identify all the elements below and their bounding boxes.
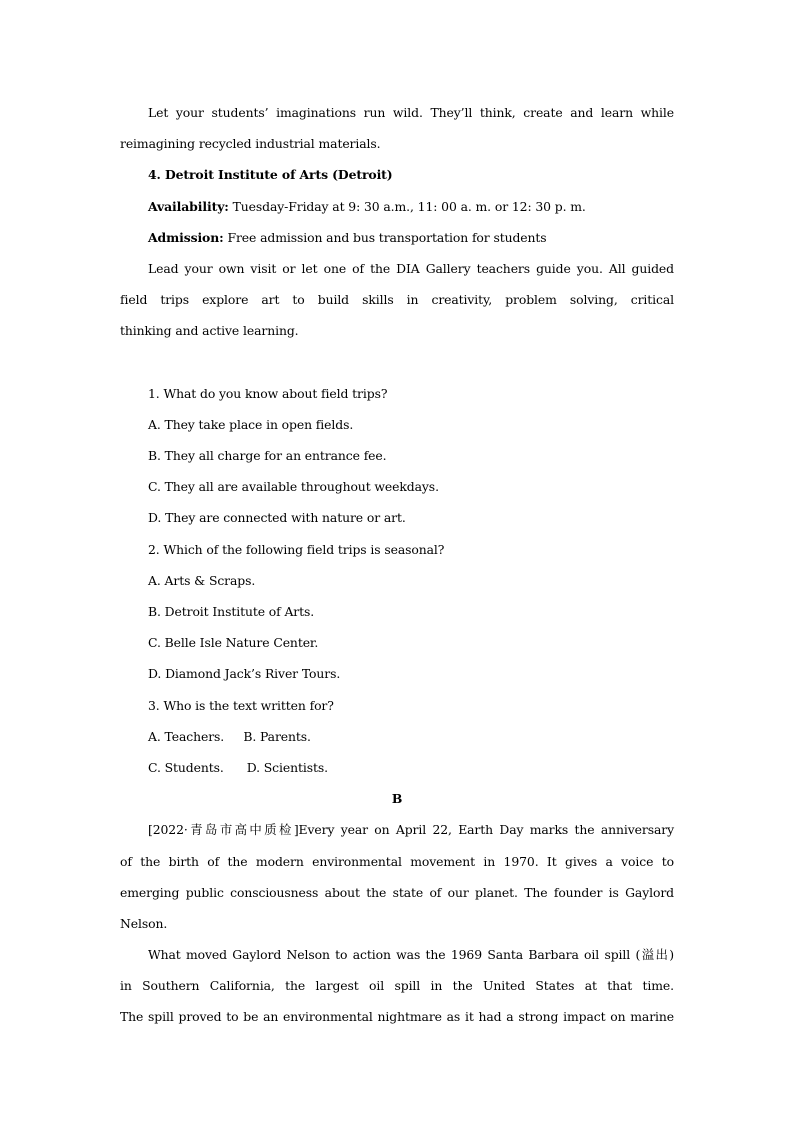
question-2-option-c: C. Belle Isle Nature Center. [148,635,319,651]
passage-b-p1-line: emerging public consciousness about the state of our planet. The founder is Gaylord [120,884,674,900]
question-1-stem: 1. What do you know about field trips? [148,385,388,401]
question-1-option-a: A. They take place in open fields. [148,416,354,432]
passage-b-p2-line: The spill proved to be an environmental nightmare as it had a strong impact on marine [120,1009,674,1025]
passage-b-p1-line: of the birth of the modern environmental movement in 1970. It gives a voice to [120,853,674,869]
question-3-options-row-2: C. Students. D. Scientists. [148,759,328,775]
passage-b-p2-line: What moved Gaylord Nelson to action was the 1969 Santa Barbara oil spill (溢出) [148,947,674,963]
availability-text: Tuesday-Friday at 9: 30 a.m., 11: 00 a. m. or 12: 30 p. m. [228,198,586,214]
item-4-title: 4. Detroit Institute of Arts (Detroit) [148,167,393,183]
question-2-stem: 2. Which of the following field trips is seasonal? [148,541,445,557]
question-1-option-b: B. They all charge for an entrance fee. [148,448,387,464]
admission-line [120,222,674,253]
passage-b-p1-line: [2022·青岛市高中质检]Every year on April 22, Earth Day marks the anniversary [148,822,674,838]
passage-b-p2-line: in Southern California, the largest oil spill in the United States at that time. [120,978,674,994]
question-1-option-d: D. They are connected with nature or art. [148,510,406,526]
passage-b-p1-line: Nelson. [120,915,168,931]
description-line: field trips explore art to build skills in creativity, problem solving, critical [120,292,674,308]
question-2-option-a: A. Arts & Scraps. [148,572,256,588]
question-3-options-row-1: A. Teachers. B. Parents. [148,728,311,744]
admission-label: Admission: [148,229,224,245]
question-3-stem: 3. Who is the text written for? [148,697,334,713]
description-line: thinking and active learning. [120,323,299,339]
description-line: Lead your own visit or let one of the DIA Gallery teachers guide you. All guided [148,260,674,276]
question-2-option-b: B. Detroit Institute of Arts. [148,604,315,619]
passage-a-line: Let your students’ imaginations run wild. They’ll think, create and learn while [148,105,674,120]
question-1-option-c: C. They all are available throughout weekdays. [148,479,439,495]
passage-a-line: reimagining recycled industrial materials. [120,136,381,152]
availability-label: Availability: [148,198,229,214]
admission-text: Free admission and bus transportation for students [223,229,547,245]
document-page [120,97,674,1033]
availability-line [120,191,674,222]
passage-b-heading: B [391,791,403,807]
question-2-option-d: D. Diamond Jack’s River Tours. [148,666,341,682]
spacer [120,347,674,378]
